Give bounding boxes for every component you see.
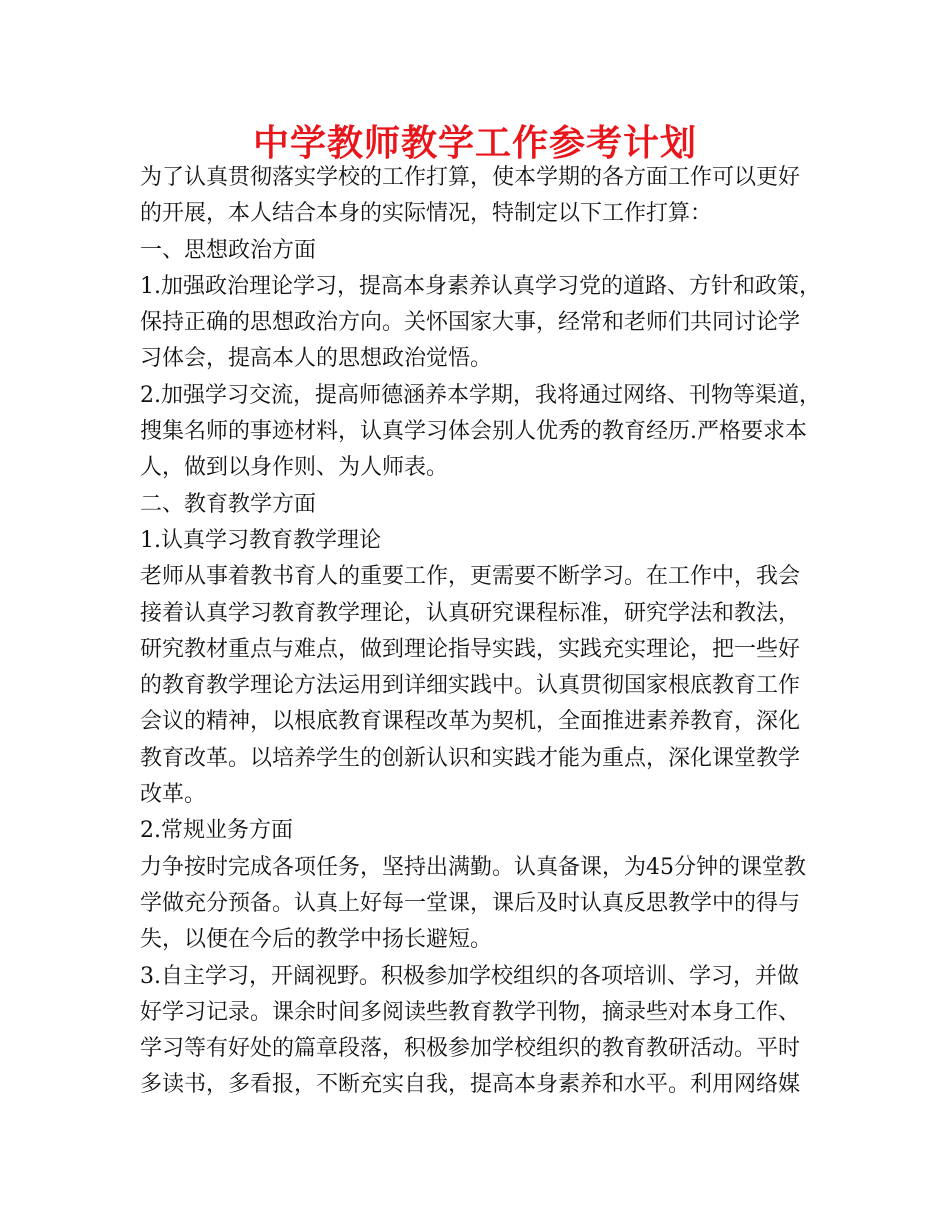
section-heading: 二、教育教学方面 [140,491,317,517]
text-line: 3.自主学习，开阔视野。积极参加学校组织的各项培训、学习，并做 [140,963,799,989]
text-line: 接着认真学习教育教学理论，认真研究课程标准，研究学法和教法， [140,600,801,626]
section-heading: 一、思想政治方面 [140,237,317,263]
text-line: 失，以便在今后的教学中扬长避短。 [140,927,493,953]
text-line: 教育改革。以培养学生的创新认识和实践才能为重点，深化课堂教学 [140,745,801,771]
text-line: 多读书，多看报，不断充实自我，提高本身素养和水平。利用网络媒 [140,1072,801,1098]
subsection-heading: 1.认真学习教育教学理论 [140,527,381,553]
text-line: 的开展，本人结合本身的实际情况，特制定以下工作打算： [140,201,713,227]
text-line: 会议的精神，以根底教育课程改革为契机，全面推进素养教育，深化 [140,709,801,735]
text-line: 改革。 [140,782,207,808]
text-line: 习体会，提高本人的思想政治觉悟。 [140,346,493,372]
text-line: 好学习记录。课余时间多阅读些教育教学刊物，摘录些对本身工作、 [140,999,801,1025]
text-line: 学习等有好处的篇章段落，积极参加学校组织的教育教研活动。平时 [140,1036,801,1062]
text-line: 搜集名师的事迹材料，认真学习体会别人优秀的教育经历.严格要求本 [140,419,807,445]
document-title: 中学教师教学工作参考计划 [252,123,697,164]
text-line: 为了认真贯彻落实学校的工作打算，使本学期的各方面工作可以更好 [140,165,801,190]
text-line: 学做充分预备。认真上好每一堂课，课后及时认真反思教学中的得与 [140,890,801,916]
text-line: 老师从事着教书育人的重要工作，更需要不断学习。在工作中，我会 [140,564,801,590]
text-line: 1.加强政治理论学习，提高本身素养认真学习党的道路、方针和政策， [140,273,821,299]
text-line: 2.加强学习交流，提高师德涵养本学期，我将通过网络、刊物等渠道， [140,382,821,408]
subsection-heading: 2.常规业务方面 [140,818,293,844]
text-line: 人，做到以身作则、为人师表。 [140,455,449,481]
text-line: 的教育教学理论方法运用到详细实践中。认真贯彻国家根底教育工作 [140,673,801,699]
text-line: 研究教材重点与难点，做到理论指导实践，实践充实理论，把一些好 [140,636,801,662]
text-line: 力争按时完成各项任务，坚持出满勤。认真备课，为45分钟的课堂教 [140,854,806,880]
text-line: 保持正确的思想政治方向。关怀国家大事，经常和老师们共同讨论学 [140,310,801,336]
document-body [140,160,830,1104]
